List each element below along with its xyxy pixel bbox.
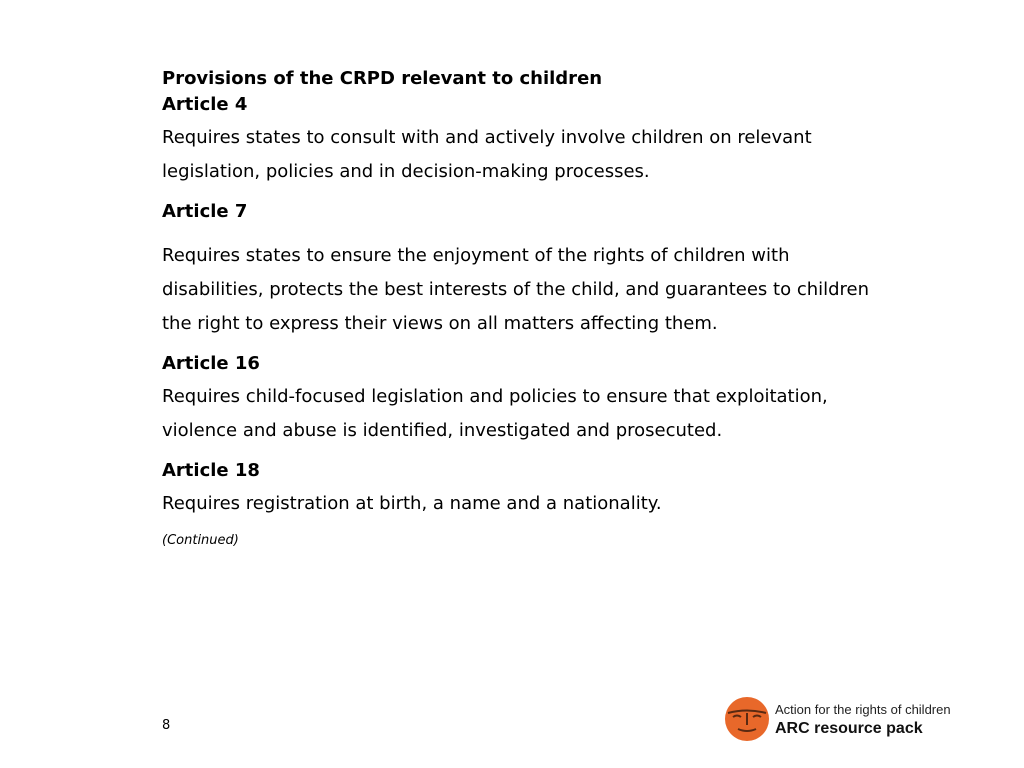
arc-logo	[724, 694, 974, 744]
article-7-line-3: the right to express their views on all matters affecting them.	[162, 313, 718, 334]
article-7-heading: Article 7	[162, 201, 248, 222]
article-16-line-2: violence and abuse is identified, investigated and prosecuted.	[162, 420, 723, 441]
arc-face-logo-icon	[724, 696, 770, 742]
article-4-line-2: legislation, policies and in decision-making processes.	[162, 161, 650, 182]
article-4-heading: Article 4	[162, 94, 248, 115]
continued-note: (Continued)	[162, 533, 239, 548]
article-16-heading: Article 16	[162, 353, 260, 374]
article-4-line-1: Requires states to consult with and actively involve children on relevant	[162, 127, 812, 148]
article-16-line-1: Requires child-focused legislation and policies to ensure that exploitation,	[162, 386, 828, 407]
logo-name: ARC resource pack	[775, 720, 923, 737]
document-title: Provisions of the CRPD relevant to children	[162, 68, 603, 89]
document-body	[162, 66, 962, 551]
logo-tagline: Action for the rights of children	[775, 702, 951, 717]
article-18-heading: Article 18	[162, 460, 260, 481]
article-7-line-1: Requires states to ensure the enjoyment of the rights of children with	[162, 245, 790, 266]
page-number: 8	[162, 718, 171, 733]
article-18-line-1: Requires registration at birth, a name and a nationality.	[162, 493, 662, 514]
article-7-line-2: disabilities, protects the best interests of the child, and guarantees to children	[162, 279, 870, 300]
